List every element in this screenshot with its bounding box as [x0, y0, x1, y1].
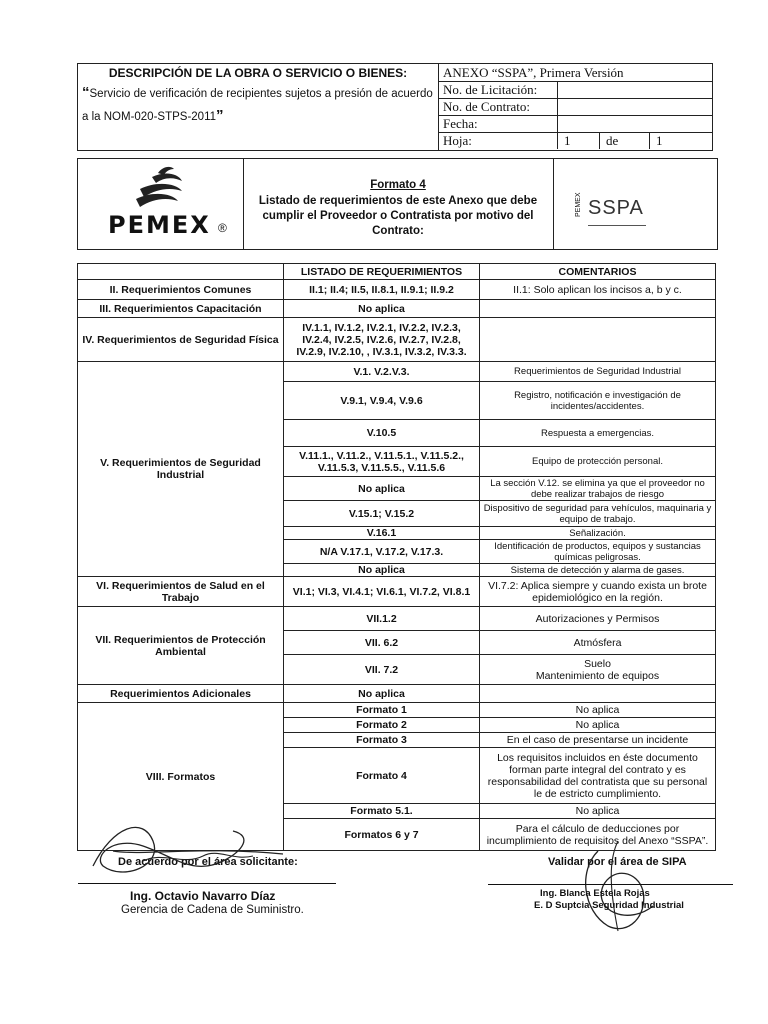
left-signer-name: Ing. Octavio Navarro Díaz: [130, 889, 276, 903]
table-row: II. Requerimientos Comunes II.1; II.4; II.5, II.8.1, II.9.1; II.9.2 II.1: Solo aplican los incisos a, b y c.: [78, 280, 716, 300]
annex-row: [439, 64, 712, 82]
table-row: V.16.1 Señalización.: [78, 527, 716, 540]
table-row: VIII. Formatos Formato 1 No aplica: [78, 703, 716, 718]
annex-label: ANEXO “SSPA”, Primera Versión: [443, 65, 624, 80]
contract-info: [439, 64, 712, 150]
table-row: Requerimientos Adicionales No aplica: [78, 685, 716, 703]
table-row: V.11.1., V.11.2., V.11.5.1., V.11.5.2., V.11.5.3, V.11.5.5., V.11.5.6 Equipo de protección personal.: [78, 447, 716, 477]
right-signature-line: [488, 884, 733, 885]
fecha-label: Fecha:: [443, 116, 478, 131]
sspa-side-text: PEMEX: [575, 192, 582, 217]
table-row: V.15.1; V.15.2 Dispositivo de seguridad para vehículos, maquinaria y equipo de trabajo.: [78, 501, 716, 527]
table-row: VII. Requerimientos de Protección Ambiental VII.1.2 Autorizaciones y Permisos: [78, 607, 716, 631]
de-label: de: [606, 133, 619, 148]
pemex-wordmark: PEMEX: [108, 211, 211, 239]
sspa-logo: [553, 159, 717, 249]
licitacion-label: No. de Licitación:: [443, 82, 538, 97]
hoja-num: 1: [564, 133, 571, 148]
table-row: V. Requerimientos de Seguridad Industrial V.1. V.2.V.3. Requerimientos de Seguridad Industrial: [78, 362, 716, 382]
registered-mark: ®: [218, 221, 227, 235]
hoja-total-cell: [649, 132, 713, 149]
hoja-num-cell: [557, 132, 600, 149]
formato-title-cell: [243, 159, 554, 249]
table-row: Formatos 6 y 7 Para el cálculo de deducciones por incumplimiento de requisitos del Anexo “SSPA”.: [78, 819, 716, 851]
table-row: Formato 3 En el caso de presentarse un incidente: [78, 733, 716, 748]
sspa-underline: [588, 225, 646, 226]
description-text: “Servicio de verificación de recipientes sujetos a presión de acuerdo a la NOM-020-STPS-2011”: [82, 84, 433, 124]
table-row: Formato 4 Los requisitos incluidos en éste documento forman parte integral del contrato y es responsabilidad del contratista que su personal le de estricto cumplimiento.: [78, 748, 716, 804]
table-row: No aplica La sección V.12. se elimina ya que el proveedor no debe realizar trabajos de riesgo: [78, 477, 716, 501]
right-signer-name: Ing. Blanca Estela Rojas: [540, 888, 650, 899]
table-row: IV. Requerimientos de Seguridad Física IV.1.1, IV.1.2, IV.2.1, IV.2.2, IV.2.3, IV.2.4, IV.2.5, IV.2.6, IV.2.7, IV.2.8, IV.2.9, IV.2.10, , IV.3.1, IV.3.2, IV.3.3.: [78, 318, 716, 362]
table-row: VI. Requerimientos de Salud en el Trabajo VI.1; VI.3, VI.4.1; VI.6.1, VI.7.2, VI.8.1 VI.7.2: Aplica siempre y cuando exista un brote epidemiológico en la región.: [78, 577, 716, 607]
de-cell: [599, 132, 650, 149]
right-signer-dept: E. D Suptcia Seguridad Industrial: [534, 900, 684, 911]
formato-subtitle: Listado de requerimientos de este Anexo que debe cumplir el Proveedor o Contratista por motivo del Contrato:: [258, 195, 538, 237]
table-header-row: [78, 264, 716, 280]
table-row: V.9.1, V.9.4, V.9.6 Registro, notificación e investigación de incidentes/accidentes.: [78, 382, 716, 420]
hoja-label: Hoja:: [443, 133, 472, 148]
table-row: VII. 6.2 Atmósfera: [78, 631, 716, 655]
table-row: VII. 7.2 Suelo Mantenimiento de equipos: [78, 655, 716, 685]
pemex-logo: [78, 159, 244, 249]
left-signer-dept: Gerencia de Cadena de Suministro.: [121, 904, 304, 916]
right-signature-label: Validar por el área de SIPA: [548, 856, 687, 868]
left-signature-label: De acuerdo por el área solicitante:: [118, 856, 298, 868]
formato-title: Formato 4: [370, 179, 426, 191]
contrato-value: [557, 98, 713, 115]
contrato-label: No. de Contrato:: [443, 99, 531, 114]
header-block: [77, 63, 713, 151]
table-row: III. Requerimientos Capacitación No aplica: [78, 300, 716, 318]
table-row: Formato 5.1. No aplica: [78, 804, 716, 819]
table-row: N/A V.17.1, V.17.2, V.17.3. Identificación de productos, equipos y sustancias químicas peligrosas.: [78, 540, 716, 564]
table-row: No aplica Sistema de detección y alarma de gases.: [78, 564, 716, 577]
formato-block: [77, 158, 718, 250]
table-row: V.10.5 Respuesta a emergencias.: [78, 420, 716, 447]
licitacion-value: [557, 81, 713, 98]
description-value: Servicio de verificación de recipientes sujetos a presión de acuerdo a la NOM-020-STPS-2011: [82, 88, 433, 123]
licitacion-row: [439, 81, 712, 99]
signature-left: [118, 856, 338, 916]
left-signature-line: [78, 883, 336, 884]
header-comments: COMENTARIOS: [480, 264, 716, 280]
handwritten-signature-icon: [558, 831, 678, 941]
requirements-table: [77, 263, 716, 851]
description-cell: [78, 64, 439, 150]
fecha-value: [557, 115, 713, 132]
hoja-row: [439, 132, 712, 150]
contrato-row: [439, 98, 712, 116]
sspa-wordmark: SSPA: [588, 197, 644, 219]
header-list: LISTADO DE REQUERIMIENTOS: [284, 264, 480, 280]
hoja-total: 1: [656, 133, 663, 148]
fecha-row: [439, 115, 712, 133]
description-title: DESCRIPCIÓN DE LA OBRA O SERVICIO O BIENES:: [108, 66, 408, 80]
table-row: Formato 2 No aplica: [78, 718, 716, 733]
